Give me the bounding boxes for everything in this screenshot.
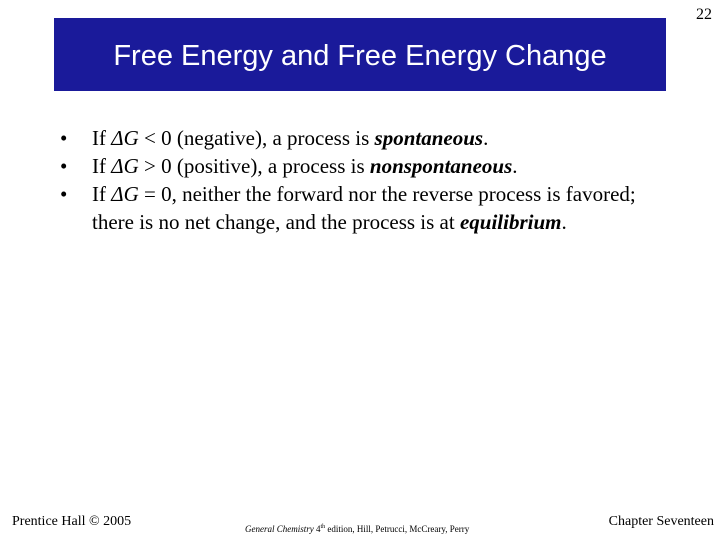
bullet-list [54, 124, 664, 236]
bullet-glyph: • [60, 126, 68, 150]
bullet-prefix: If [92, 126, 112, 150]
bullet-suffix: . [561, 210, 567, 234]
footer-copyright: Prentice Hall © 2005 [12, 514, 132, 529]
bullet-glyph: • [60, 154, 68, 178]
bullet-condition: < 0 (negative), a process is [138, 126, 375, 150]
footer-edition: 4 [313, 524, 321, 534]
bullet-condition: = 0, neither the forward nor the reverse process is favored; there is no net change, and the process is at [92, 182, 636, 234]
slide-title: Free Energy and Free Energy Change [113, 40, 607, 72]
bullet-text [92, 152, 664, 180]
bullet-emphasis: spontaneous [374, 126, 484, 150]
title-banner [54, 18, 666, 91]
bullet-condition: > 0 (positive), a process is [138, 154, 370, 178]
bullet-suffix: . [512, 154, 518, 178]
bullet-text [92, 124, 664, 152]
footer-chapter: Chapter Seventeen [608, 514, 714, 529]
delta-g-symbol: ΔG [111, 154, 139, 178]
bullet-prefix: If [92, 154, 112, 178]
slide-number: 22 [696, 6, 712, 23]
footer-citation [245, 524, 469, 534]
bullet-text [92, 180, 664, 236]
footer-authors: edition, Hill, Petrucci, McCreary, Perry [325, 524, 470, 534]
bullet-suffix: . [483, 126, 489, 150]
bullet-item [54, 152, 664, 180]
bullet-emphasis: nonspontaneous [369, 154, 513, 178]
bullet-emphasis: equilibrium [459, 210, 562, 234]
footer-edition-sup: th [320, 524, 326, 530]
delta-g-symbol: ΔG [111, 182, 139, 206]
bullet-item [54, 180, 664, 236]
bullet-glyph: • [60, 182, 68, 206]
bullet-item [54, 124, 664, 152]
delta-g-symbol: ΔG [111, 126, 139, 150]
footer-book-title: General Chemistry [245, 524, 314, 534]
bullet-prefix: If [92, 182, 112, 206]
